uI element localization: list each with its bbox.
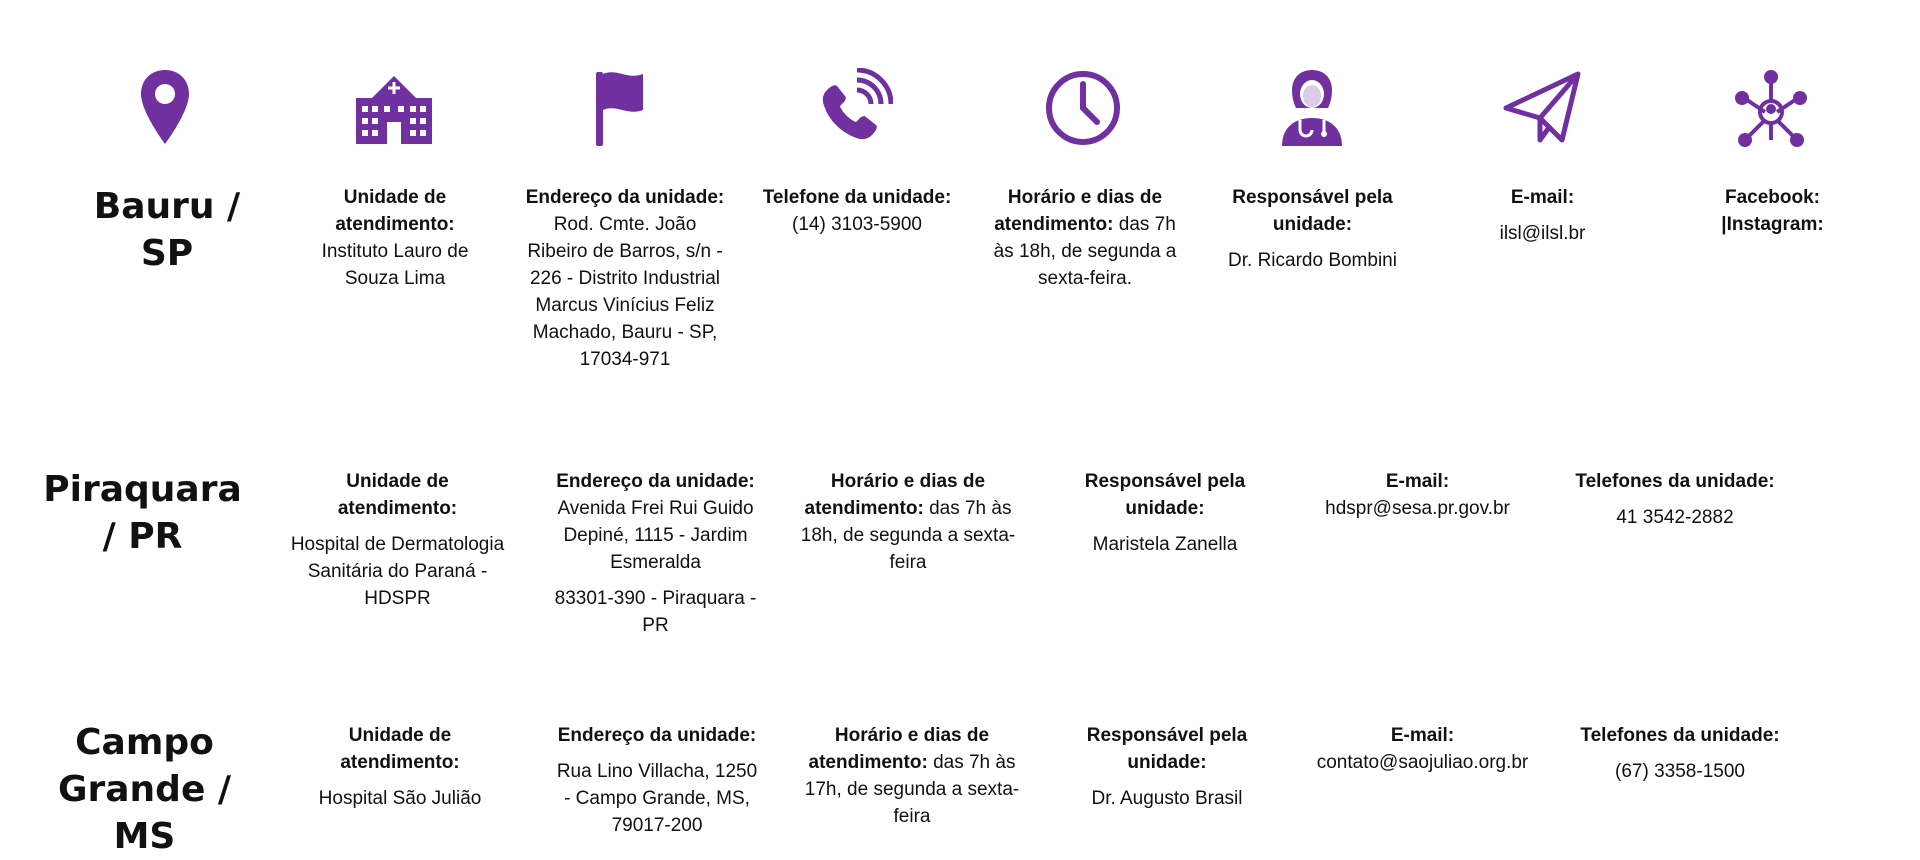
clock-icon	[1038, 63, 1128, 153]
bauru-phone-label: Telefone da unidade:	[762, 187, 952, 208]
campo-grande-hours-value: das 7h às 17h, de segunda a sexta-feira	[804, 752, 1020, 827]
bauru-facebook-label[interactable]: Facebook:	[1724, 187, 1821, 208]
campo-grande-unit-label: Unidade de atendimento:	[340, 725, 460, 773]
campo-grande-hours	[802, 722, 1022, 830]
piraquara-unit	[290, 468, 505, 612]
bauru-unit	[305, 184, 485, 292]
piraquara-hours	[798, 468, 1018, 576]
campo-grande-address-value: Rua Lino Villacha, 1250 - Campo Grande, MS, 79017-200	[556, 761, 758, 836]
piraquara-phones-value: 41 3542-2882	[1616, 507, 1734, 528]
network-icon	[1726, 63, 1816, 153]
bauru-email-value[interactable]: ilsl@ilsl.br	[1499, 223, 1586, 244]
flag-icon	[579, 63, 669, 153]
bauru-phone	[752, 184, 962, 238]
campo-grande-unit	[305, 722, 495, 812]
piraquara-email-label: E-mail:	[1385, 471, 1450, 492]
piraquara-address-value-1: Avenida Frei Rui Guido Depiné, 1115 - Jardim Esmeralda	[557, 498, 754, 573]
paper-plane-icon	[1497, 63, 1587, 153]
bauru-address	[525, 184, 725, 373]
piraquara-address-label: Endereço da unidade:	[556, 471, 755, 492]
bauru-social	[1690, 184, 1855, 238]
piraquara-hours-label: Horário e dias de atendimento:	[804, 471, 986, 519]
bauru-hours	[985, 184, 1185, 292]
campo-grande-responsible-label: Responsável pela unidade:	[1086, 725, 1248, 773]
campo-grande-address-label: Endereço da unidade:	[557, 725, 757, 746]
bauru-email	[1460, 184, 1625, 247]
piraquara-responsible-value: Maristela Zanella	[1092, 534, 1238, 555]
bauru-address-value: Rod. Cmte. João Ribeiro de Barros, s/n - 226 - Distrito Industrial Marcus Vinícius Feliz Machado, Bauru - SP, 17034-971	[527, 214, 723, 370]
city-bauru: Bauru / SP	[93, 186, 241, 274]
piraquara-phones-label: Telefones da unidade:	[1575, 471, 1775, 492]
campo-grande-email-value[interactable]: contato@saojuliao.org.br	[1316, 752, 1529, 773]
piraquara-responsible	[1060, 468, 1270, 558]
bauru-email-label: E-mail:	[1510, 187, 1575, 208]
campo-grande-responsible	[1062, 722, 1272, 812]
piraquara-phones	[1565, 468, 1785, 531]
bauru-hours-value: das 7h às 18h, de segunda a sexta-feira.	[993, 214, 1177, 289]
bauru-address-label: Endereço da unidade:	[525, 187, 725, 208]
campo-grande-email-label: E-mail:	[1390, 725, 1455, 746]
piraquara-unit-label: Unidade de atendimento:	[337, 471, 458, 519]
bauru-responsible-value: Dr. Ricardo Bombini	[1228, 250, 1397, 271]
campo-grande-phones	[1570, 722, 1790, 785]
bauru-instagram-label[interactable]: |Instagram:	[1721, 214, 1824, 235]
piraquara-email	[1305, 468, 1530, 522]
bauru-responsible	[1210, 184, 1415, 274]
bauru-responsible-label: Responsável pela unidade:	[1232, 187, 1393, 235]
piraquara-address-value-2: 83301-390 - Piraquara - PR	[554, 588, 757, 636]
hospital-icon	[349, 63, 439, 153]
bauru-phone-value: (14) 3103-5900	[792, 214, 922, 235]
campo-grande-unit-value: Hospital São Julião	[318, 788, 482, 809]
campo-grande-hours-label: Horário e dias de atendimento:	[808, 725, 990, 773]
phone-ringing-icon	[808, 63, 898, 153]
doctor-icon	[1267, 63, 1357, 153]
piraquara-responsible-label: Responsável pela unidade:	[1084, 471, 1246, 519]
map-pin-icon	[120, 63, 210, 153]
piraquara-hours-value: das 7h às 18h, de segunda a sexta-feira	[800, 498, 1016, 573]
bauru-hours-label: Horário e dias de atendimento:	[994, 187, 1163, 235]
campo-grande-phones-label: Telefones da unidade:	[1580, 725, 1780, 746]
piraquara-unit-value: Hospital de Dermatologia Sanitária do Paraná - HDSPR	[290, 534, 505, 609]
piraquara-email-value[interactable]: hdspr@sesa.pr.gov.br	[1325, 498, 1510, 519]
piraquara-address	[548, 468, 763, 639]
bauru-unit-value: Instituto Lauro de Souza Lima	[321, 241, 469, 289]
campo-grande-phones-value: (67) 3358-1500	[1615, 761, 1745, 782]
campo-grande-email	[1300, 722, 1545, 776]
campo-grande-responsible-value: Dr. Augusto Brasil	[1091, 788, 1243, 809]
campo-grande-address	[552, 722, 762, 839]
bauru-unit-label: Unidade de atendimento:	[335, 187, 455, 235]
city-campo-grande: Campo Grande / MS	[57, 722, 232, 857]
city-piraquara: Piraquara / PR	[43, 469, 242, 557]
